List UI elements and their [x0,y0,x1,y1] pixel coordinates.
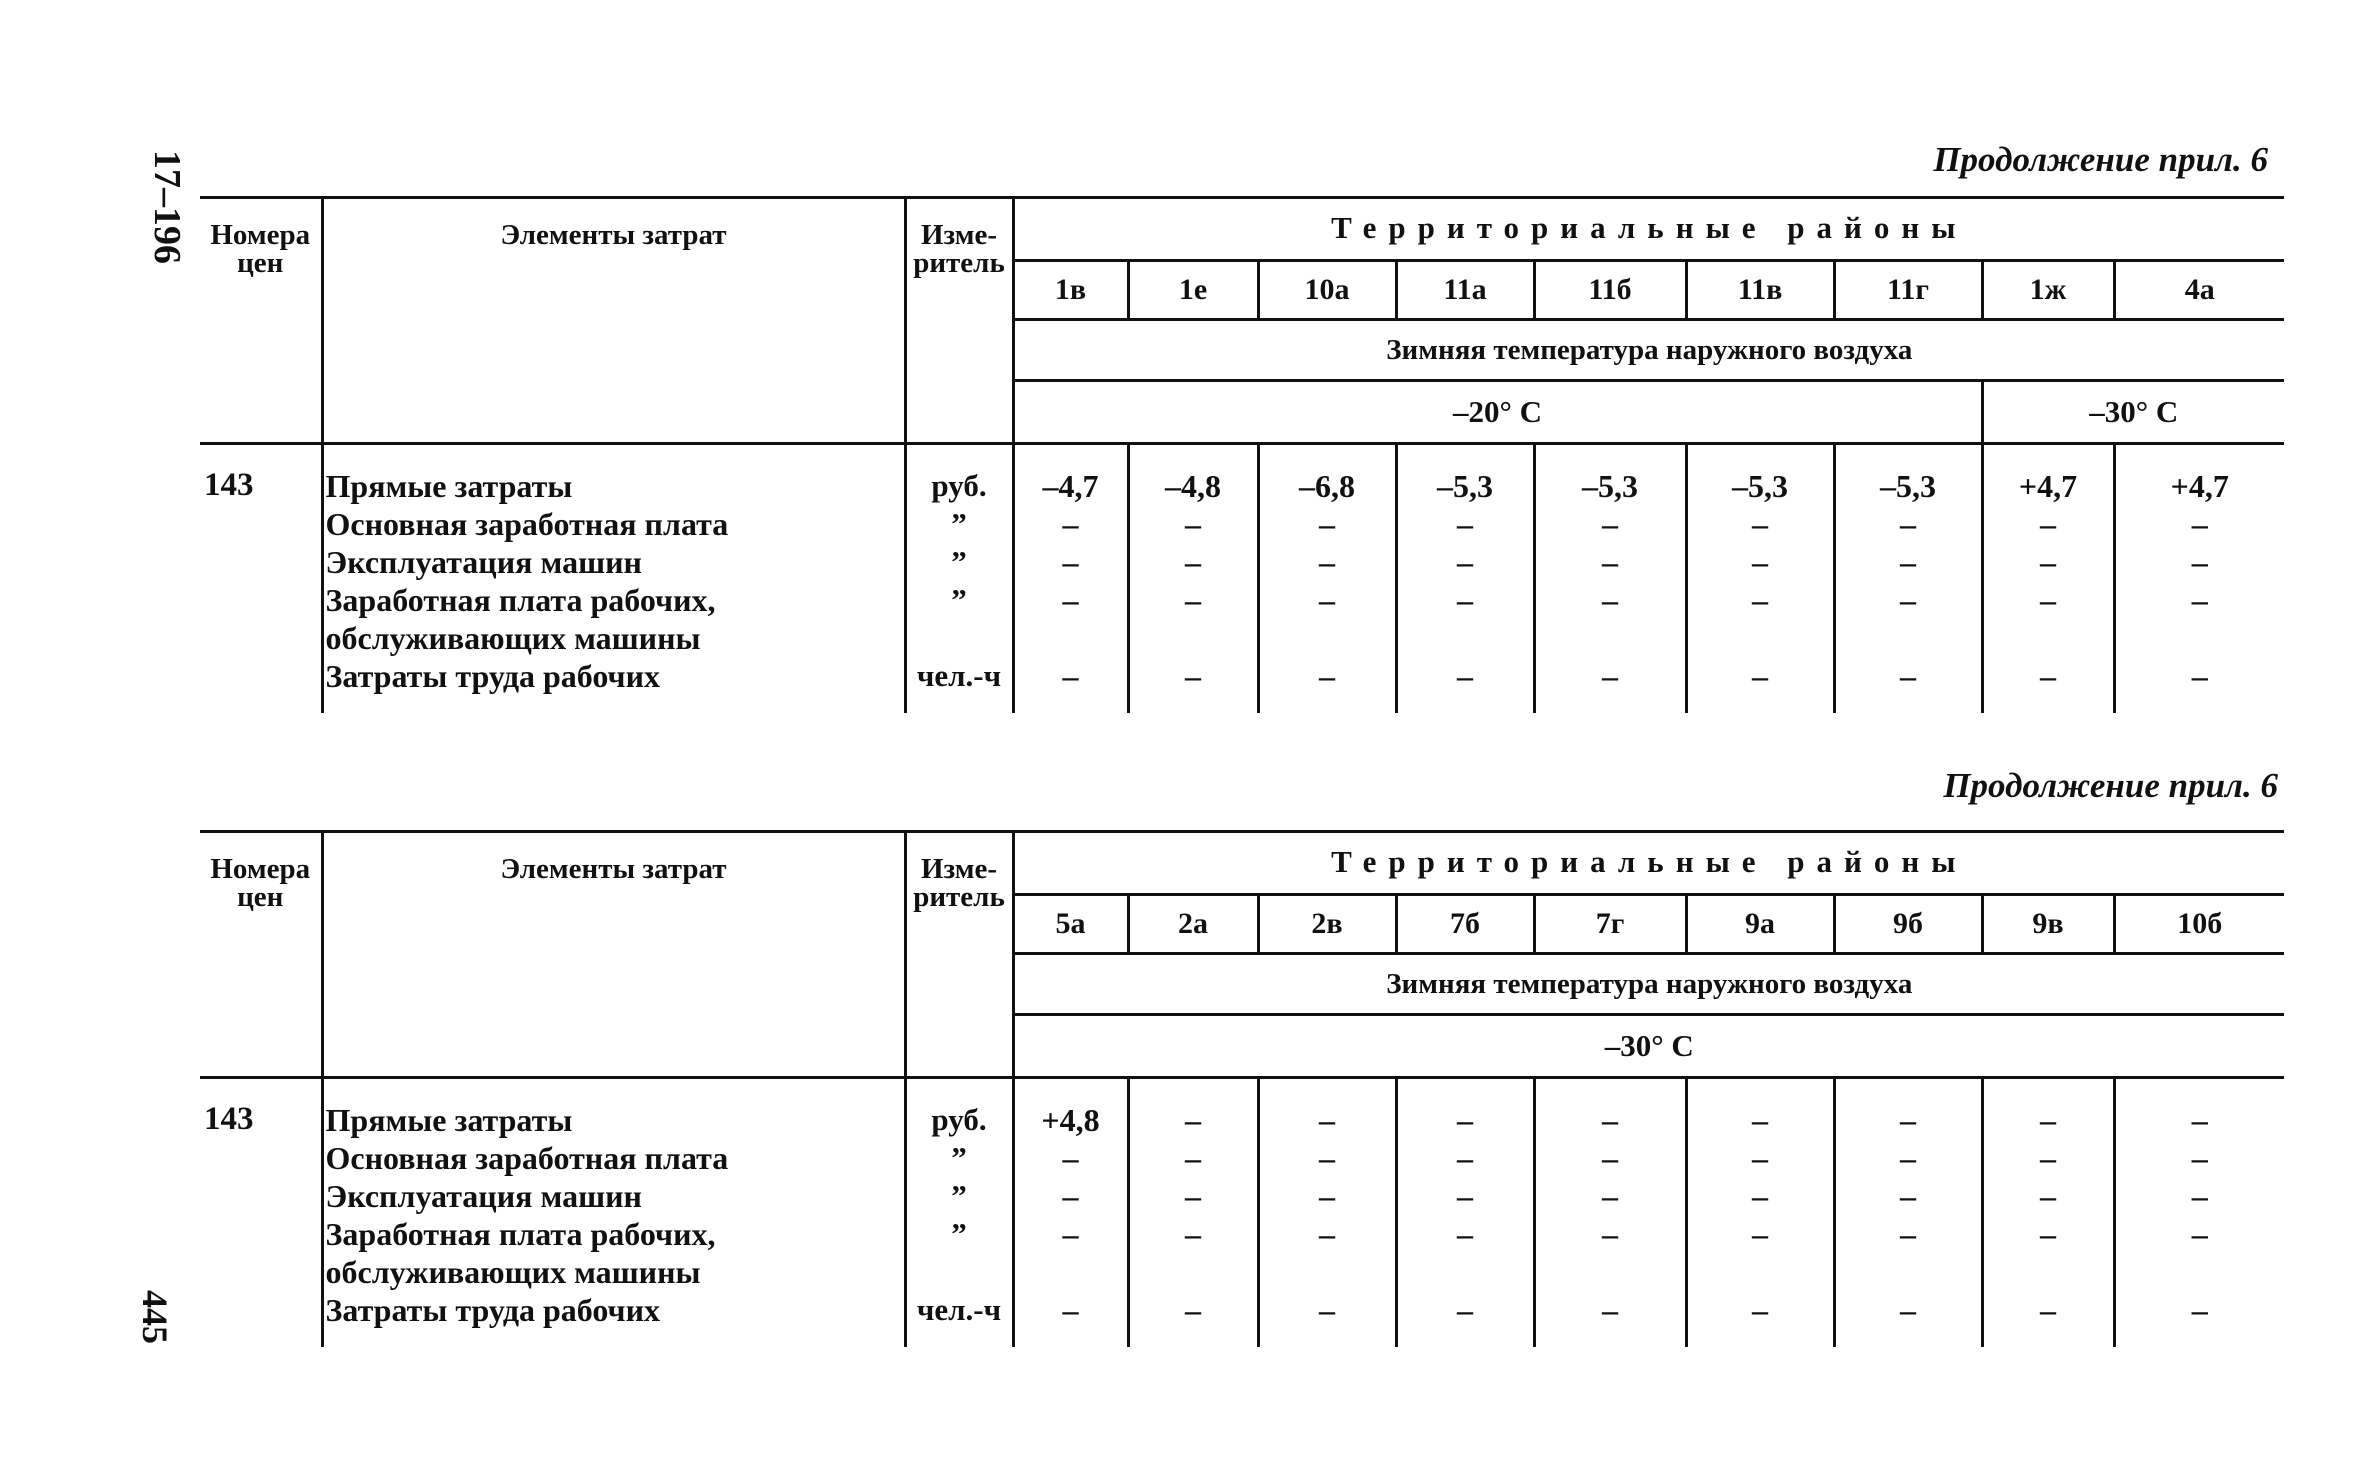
temperature-group: –20° С [1013,381,1982,444]
cost-value: – [1752,1102,1768,1138]
value-cell [1834,1078,1982,1348]
price-number: 143 [204,1101,254,1137]
cost-value: – [1062,1140,1079,1176]
cost-value: – [1062,582,1079,618]
cost-value: – [2191,1102,2208,1138]
cost-element: Заработная плата рабочих, [325,1216,716,1252]
header-price-number: Номера цен [200,832,322,1078]
value-cell [1128,444,1258,714]
cost-value: – [1185,506,1201,542]
cost-value [1015,1253,1127,1291]
cost-value: +4,7 [2018,468,2078,504]
cost-value: – [1457,544,1473,580]
region-code: 10а [1258,261,1396,320]
value-cell [1258,1078,1396,1348]
cost-value: – [1319,1216,1335,1252]
cost-value: – [1185,1216,1201,1252]
region-code: 5а [1013,895,1128,954]
cost-value [2116,619,2285,657]
cost-elements-cell [322,1078,905,1348]
cost-value [1688,1253,1833,1291]
value-cell [1396,444,1534,714]
value-cell [1834,444,1982,714]
cost-value: +4,7 [2170,468,2229,504]
cost-value: – [1185,582,1201,618]
cost-value: – [1752,506,1768,542]
cost-value [1260,1253,1395,1291]
cost-value: – [1602,1102,1618,1138]
value-cell [1013,444,1128,714]
unit-cell [905,1078,1013,1348]
header-territorial-regions: Территориальные районы [1013,832,2284,895]
cost-value [1015,619,1127,657]
cost-value: –4,7 [1042,468,1099,504]
cost-value: – [1900,1216,1916,1252]
cost-value: – [1602,1292,1618,1328]
cost-value: – [2191,1178,2208,1214]
value-cell [1686,444,1834,714]
cost-value: – [2191,1216,2208,1252]
region-code: 11в [1686,261,1834,320]
cost-element: Прямые затраты [325,468,573,504]
cost-value: – [2040,1140,2056,1176]
value-cell [1534,444,1686,714]
value-cell [2114,444,2284,714]
unit-value [907,619,1012,657]
value-cell [1128,1078,1258,1348]
header-winter-temperature: Зимняя температура наружного воздуха [1013,320,2284,381]
cost-element: Эксплуатация машин [325,1178,642,1214]
cost-value: – [1062,1178,1079,1214]
cost-value: – [1752,1140,1768,1176]
cost-value: – [2040,506,2056,542]
cost-value: – [1602,544,1618,580]
cost-value: – [1457,582,1473,618]
unit-value: ” [951,1140,967,1175]
temperature-group: –30° С [1013,1015,2284,1078]
cost-value: –5,3 [1582,468,1638,504]
price-number: 143 [204,467,254,503]
cost-value: – [2191,582,2208,618]
cost-value: – [2040,1292,2056,1328]
cost-value: – [2191,1140,2208,1176]
header-unit: Изме-ритель [905,198,1013,444]
cost-value: – [1457,1178,1473,1214]
cost-elements-cell [322,444,905,714]
cost-value: – [1319,506,1335,542]
cost-value [1984,1253,2113,1291]
header-cost-elements: Элементы затрат [322,198,905,444]
cost-element: обслуживающих машины [325,1254,701,1290]
cost-value: – [1900,1102,1916,1138]
cost-value [2116,1253,2285,1291]
cost-element: Прямые затраты [325,1102,573,1138]
header-territorial-regions: Территориальные районы [1013,198,2284,261]
cost-element: Основная заработная плата [325,1140,729,1176]
cost-value: –5,3 [1880,468,1936,504]
cost-value: – [1752,1216,1768,1252]
cost-value [1260,619,1395,657]
cost-value: – [1752,1178,1768,1214]
value-cell [1534,1078,1686,1348]
cost-value: – [1457,1292,1473,1328]
unit-value: ” [951,582,967,617]
cost-value: – [1602,658,1618,694]
cost-value: – [1319,658,1335,694]
region-code: 11б [1534,261,1686,320]
cost-value [1536,1253,1685,1291]
unit-value: ” [951,1216,967,1251]
cost-value: – [1457,658,1473,694]
region-code: 2в [1258,895,1396,954]
region-code: 7б [1396,895,1534,954]
cost-value [1398,1253,1533,1291]
value-cell [2114,1078,2284,1348]
temperature-group: –30° С [1982,381,2284,444]
cost-value: –6,8 [1299,468,1355,504]
cost-element: Основная заработная плата [325,506,729,542]
cost-value: – [1900,1178,1916,1214]
cost-value [1130,1253,1257,1291]
region-code: 7г [1534,895,1686,954]
unit-value: руб. [931,1102,987,1137]
cost-value: – [1185,544,1201,580]
page-side-label: 17–196 [146,150,188,264]
cost-element: Эксплуатация машин [325,544,642,580]
region-code: 1ж [1982,261,2114,320]
cost-value: – [1185,1140,1201,1176]
cost-value: – [1062,658,1079,694]
unit-value [907,1253,1012,1291]
cost-value [1398,619,1533,657]
value-cell [1982,444,2114,714]
cost-value: – [2191,544,2208,580]
cost-element: обслуживающих машины [325,620,701,656]
cost-value: – [1185,658,1201,694]
cost-element: Затраты труда рабочих [325,658,661,694]
cost-value: – [2040,658,2056,694]
region-code: 10б [2114,895,2284,954]
unit-value: ” [951,544,967,579]
cost-value: – [1602,1178,1618,1214]
cost-value: – [1062,544,1079,580]
value-cell [1013,1078,1128,1348]
table-row [200,1078,2284,1348]
cost-value: – [1319,1140,1335,1176]
header-price-number: Номера цен [200,198,322,444]
region-code: 2а [1128,895,1258,954]
cost-value: –4,8 [1165,468,1221,504]
cost-value: – [1185,1102,1201,1138]
value-cell [1396,1078,1534,1348]
page-number: 445 [135,1290,175,1344]
cost-value: – [1900,544,1916,580]
cost-value: – [2040,1216,2056,1252]
cost-value: – [1062,506,1079,542]
cost-value: – [2040,1178,2056,1214]
unit-value: чел.-ч [916,658,1002,693]
region-code: 9а [1686,895,1834,954]
cost-value: – [2191,506,2208,542]
cost-value: – [1900,506,1916,542]
cost-value: – [1319,582,1335,618]
cost-value: – [2191,658,2208,694]
cost-value: – [1752,658,1768,694]
region-code: 4а [2114,261,2284,320]
cost-value: – [1752,582,1768,618]
cost-value: – [2040,582,2056,618]
cost-value: –5,3 [1437,468,1493,504]
cost-value: – [1602,1140,1618,1176]
table-row [200,444,2284,714]
cost-value: – [1457,1102,1473,1138]
cost-value: – [2040,1102,2056,1138]
region-code: 11г [1834,261,1982,320]
region-code: 9б [1834,895,1982,954]
unit-value: руб. [931,468,987,503]
table-caption: Продолжение прил. 6 [1943,766,2278,805]
header-winter-temperature: Зимняя температура наружного воздуха [1013,954,2284,1015]
cost-value: – [1900,1292,1916,1328]
unit-value: чел.-ч [916,1292,1002,1327]
cost-value [1130,619,1257,657]
cost-value [1536,619,1685,657]
cost-value: – [1319,1178,1335,1214]
cost-element: Затраты труда рабочих [325,1292,661,1328]
cost-value: – [2040,544,2056,580]
cost-value: – [1752,544,1768,580]
cost-table [200,196,2284,713]
cost-value: – [1319,544,1335,580]
value-cell [1686,1078,1834,1348]
cost-value: – [1319,1292,1335,1328]
cost-value: – [1319,1102,1335,1138]
region-code: 1в [1013,261,1128,320]
region-code: 1е [1128,261,1258,320]
cost-value: – [1900,1140,1916,1176]
cost-value: –5,3 [1732,468,1788,504]
cost-value [1984,619,2113,657]
cost-value: – [1602,1216,1618,1252]
cost-value: – [1602,582,1618,618]
unit-cell [905,444,1013,714]
cost-value [1836,619,1981,657]
cost-value: – [1457,1216,1473,1252]
cost-value: – [1185,1292,1201,1328]
cost-value: – [1900,658,1916,694]
region-code: 11а [1396,261,1534,320]
cost-value: – [1900,582,1916,618]
cost-table [200,830,2284,1347]
cost-value: – [1062,1216,1079,1252]
cost-value [1688,619,1833,657]
unit-value: ” [951,506,967,541]
header-unit: Изме-ритель [905,832,1013,1078]
cost-value: – [1457,506,1473,542]
cost-value: +4,8 [1041,1102,1100,1138]
cost-value: – [1752,1292,1768,1328]
cost-value: – [1185,1178,1201,1214]
value-cell [1982,1078,2114,1348]
cost-value: – [1457,1140,1473,1176]
header-cost-elements: Элементы затрат [322,832,905,1078]
cost-element: Заработная плата рабочих, [325,582,716,618]
table-caption: Продолжение прил. 6 [1933,140,2268,179]
unit-value: ” [951,1178,967,1213]
value-cell [1258,444,1396,714]
region-code: 9в [1982,895,2114,954]
cost-value [1836,1253,1981,1291]
cost-value: – [1602,506,1618,542]
cost-value: – [1062,1292,1079,1328]
cost-value: – [2191,1292,2208,1328]
